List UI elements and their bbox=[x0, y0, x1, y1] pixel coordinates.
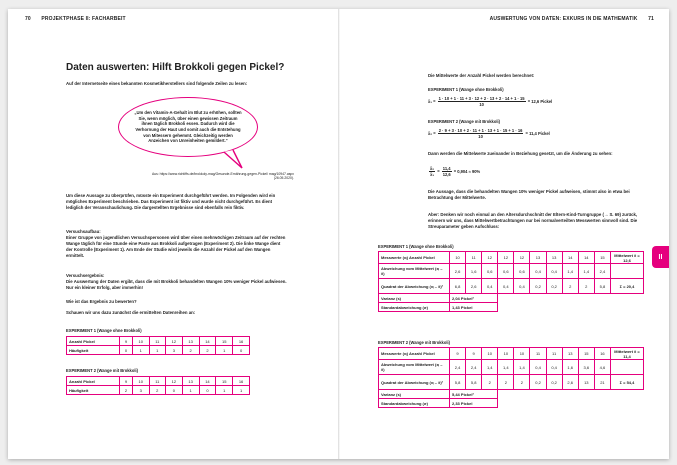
table-cell: 1,4 bbox=[482, 360, 498, 375]
table-cell: 2 bbox=[514, 375, 530, 390]
t2-row-values bbox=[379, 348, 644, 360]
setup-heading: Versuchsaufbau: bbox=[66, 229, 101, 234]
t1-row-variance-label: Varianz (s) bbox=[379, 294, 450, 303]
table-cell: 15 bbox=[594, 252, 610, 264]
exp1-row-frequency-label: Häufigkeit bbox=[67, 346, 120, 355]
claim-text: Die Aussage, dass die behandelten Wangen 10% weniger Pickel aufweisen, stimmt also in etwa bei Betrachtung der Mittelwerte. bbox=[428, 189, 630, 200]
mean-exp1-fraction bbox=[438, 96, 526, 108]
table-cell: 10 bbox=[482, 348, 498, 360]
table-cell: 9 bbox=[466, 348, 482, 360]
table-cell: 9 bbox=[120, 337, 133, 346]
dispersion-intro: Aber: Denken wir noch einmal an den Altersdurchschnitt der Eltern-Kind-Turngruppe (→ S. 69) zurück, erinnern wir uns, dass Mittelwertbetrachtungen nur bei normalverteilten Messwerten sinnvoll sind. Die Streuparameter geben Aufschluss: bbox=[428, 212, 638, 229]
table-cell: 0,2 bbox=[530, 375, 546, 390]
ratio-lhs-fraction bbox=[429, 166, 435, 178]
table-cell: 12 bbox=[165, 377, 182, 386]
table-cell: 14 bbox=[562, 252, 578, 264]
t2-row-deviation-label: Abweichung vom Mittelwert (xᵢ – x̄) bbox=[379, 360, 450, 375]
table-cell: 13 bbox=[182, 337, 199, 346]
table-cell: 12 bbox=[482, 252, 498, 264]
table-cell: 5,8 bbox=[466, 375, 482, 390]
mean-intro: Die Mittelwerte der Anzahl Pickel werden berechnet: bbox=[428, 73, 535, 78]
table-cell: 1 bbox=[233, 386, 250, 395]
t2-mean-cell: Mittelwert x̄ = 11,4 bbox=[611, 348, 644, 360]
table-cell: 2,4 bbox=[594, 264, 610, 279]
table-cell: 1 bbox=[216, 346, 233, 355]
t2-variance-value: 5,44 Pickel² bbox=[450, 390, 498, 399]
right-page bbox=[340, 9, 669, 459]
table-cell: 1 bbox=[182, 386, 199, 395]
t2-row-stddev-label: Standardabweichung (σ) bbox=[379, 399, 450, 408]
table-cell: 1 bbox=[132, 346, 149, 355]
table-cell: 16 bbox=[594, 348, 610, 360]
table-cell bbox=[611, 264, 644, 279]
t2-row-variance bbox=[379, 390, 644, 399]
table-cell: 15 bbox=[216, 377, 233, 386]
t1-row-variance bbox=[379, 294, 644, 303]
mean-exp2-numerator: 2 · 9 + 3 · 10 + 2 · 11 + 1 · 13 + 1 · 15 + 1 · 16 bbox=[438, 128, 523, 133]
table-cell: 10 bbox=[498, 348, 514, 360]
table-cell: 12 bbox=[498, 252, 514, 264]
t2-sum-cell: Σ = 54,4 bbox=[611, 375, 644, 390]
dispersion-table-1 bbox=[378, 251, 644, 312]
mean-exp1-symbol: x̄₁ = bbox=[428, 98, 436, 104]
mean-exp2-symbol: x̄₂ = bbox=[428, 130, 436, 136]
exp2-frequency-table bbox=[66, 376, 250, 395]
table-cell: 2,4 bbox=[466, 360, 482, 375]
t1-row-squared-label: Quadrat der Abweichung (xᵢ – x̄)² bbox=[379, 279, 450, 294]
t1-row-stddev-label: Standardabweichung (σ) bbox=[379, 303, 450, 312]
exp1-row-count bbox=[67, 337, 250, 346]
t1-row-stddev bbox=[379, 303, 644, 312]
table-cell: 0 bbox=[120, 346, 133, 355]
t1-row-values-label: Messwerte (xᵢ) Anzahl Pickel bbox=[379, 252, 450, 264]
table-cell: 13 bbox=[578, 375, 594, 390]
table-cell: 0,4 bbox=[546, 264, 562, 279]
chapter-side-tab: II bbox=[652, 246, 669, 268]
table-cell: 12 bbox=[514, 252, 530, 264]
table-cell: 2 bbox=[199, 346, 216, 355]
ratio-result: = 0,904 ≈ 90% bbox=[453, 168, 481, 174]
table-cell: 0 bbox=[199, 386, 216, 395]
left-page-number: 70 bbox=[25, 16, 31, 22]
table-cell: 14 bbox=[578, 252, 594, 264]
table-cell: 9 bbox=[450, 348, 466, 360]
question-text: Schauen wir uns dazu zunächst die ermittelten Datenreihen an: bbox=[66, 310, 196, 315]
table-blank bbox=[498, 399, 644, 408]
mean-exp2-fraction bbox=[438, 128, 524, 140]
table-cell: 10 bbox=[450, 252, 466, 264]
table-cell: 0,4 bbox=[530, 264, 546, 279]
table-cell: 0 bbox=[165, 386, 182, 395]
table-cell: 2 bbox=[182, 346, 199, 355]
right-running-title: AUSWERTUNG VON DATEN: EXKURS IN DIE MATHEMATIK bbox=[489, 16, 638, 22]
table-cell: 21 bbox=[594, 375, 610, 390]
table-cell: 4,6 bbox=[594, 360, 610, 375]
table-cell: 10 bbox=[132, 337, 149, 346]
table-cell: 3,6 bbox=[578, 360, 594, 375]
table-cell: 0,4 bbox=[546, 360, 562, 375]
table-cell: 0,2 bbox=[530, 279, 546, 294]
exp2-row-count bbox=[67, 377, 250, 386]
dispersion-table-1-title: EXPERIMENT 1 (Wange ohne Brokkoli) bbox=[378, 244, 454, 249]
exp1-frequency-table bbox=[66, 336, 250, 355]
t2-row-squared bbox=[379, 375, 644, 390]
left-page bbox=[8, 9, 338, 459]
table-cell: 0,4 bbox=[514, 279, 530, 294]
mean-exp1-numerator: 1 · 10 + 1 · 11 + 3 · 12 + 2 · 13 + 2 · 14 + 1 · 15 bbox=[438, 96, 525, 101]
table-cell: 2,4 bbox=[450, 360, 466, 375]
experiment-description: Um diese Aussage zu überprüfen, müsste ein Experiment durchgeführt werden. Im Folgenden wird ein mögliches Experiment beschrieben. Das Experiment ist fiktiv und wurde nicht durchgeführt. Es dient lediglich der Veranschaulichung. Die dargestellten Ergebnisse sind ebenfalls rein fiktiv. bbox=[66, 193, 276, 210]
table-cell: 0,6 bbox=[498, 264, 514, 279]
table-cell: 13 bbox=[530, 252, 546, 264]
table-cell: 11 bbox=[149, 337, 165, 346]
ratio-mid-fraction bbox=[442, 166, 452, 178]
mean-exp1-denominator: 10 bbox=[479, 102, 484, 108]
table-cell: 14 bbox=[199, 337, 216, 346]
ratio-lhs-denominator: x̄₁ bbox=[430, 172, 435, 178]
table-cell: 14 bbox=[199, 377, 216, 386]
table-cell: 3 bbox=[165, 346, 182, 355]
table-cell: 1 bbox=[216, 386, 233, 395]
table-cell: 2,6 bbox=[466, 279, 482, 294]
t1-row-deviation-label: Abweichung vom Mittelwert (xᵢ – x̄) bbox=[379, 264, 450, 279]
table-cell: 16 bbox=[233, 337, 250, 346]
t1-row-squared bbox=[379, 279, 644, 294]
t2-row-stddev bbox=[379, 399, 644, 408]
book-spread bbox=[8, 9, 669, 459]
question-heading: Wie ist das Ergebnis zu bewerten? bbox=[66, 299, 137, 304]
table-cell: 5,8 bbox=[594, 279, 610, 294]
table-cell: 11 bbox=[466, 252, 482, 264]
t1-variance-value: 2,04 Pickel² bbox=[450, 294, 498, 303]
setup-text: Einer Gruppe von jugendlichen Versuchspersonen wird über einen mehrwöchigen Zeitraum auf der rechten Wange täglich für eine Stunde eine Paste aus Brokkoli aufgetragen (Experiment 2). Die linke Wange dient der Kontrolle (Experiment 1). Am Ende der Studie wird jeweils die Anzahl der Pickel auf den Wangen ermittelt. bbox=[66, 235, 286, 258]
table-cell: 11 bbox=[546, 348, 562, 360]
table-cell: 0,2 bbox=[546, 375, 562, 390]
table-cell: 0,6 bbox=[482, 264, 498, 279]
ratio-formula: $\frac{\text{x̄₂}}{\text{x̄₁}}$ = $\frac{11,4}{12,6}$ = 0,904 ≈ 90% bbox=[430, 166, 481, 178]
table-cell: 13 bbox=[562, 348, 578, 360]
table-cell: 12 bbox=[165, 337, 182, 346]
table-cell: 0 bbox=[233, 346, 250, 355]
table-blank bbox=[498, 390, 644, 399]
table-cell: 0,4 bbox=[530, 360, 546, 375]
table-cell: 2 bbox=[562, 279, 578, 294]
table-cell: 16 bbox=[233, 377, 250, 386]
mean-exp1-heading: EXPERIMENT 1 (Wange ohne Brokkoli) bbox=[428, 87, 504, 92]
table-cell: 2 bbox=[120, 386, 133, 395]
t2-row-deviation bbox=[379, 360, 644, 375]
table-cell: 13 bbox=[182, 377, 199, 386]
quote-text: „Um den Vitamin-A-Gehalt im Blut zu erhöhen, sollten Sie, wenn möglich, über einen gewissen Zeitraum ihnen täglich Brokkoli essen. Dadurch wird die Verhornung der Haut und somit auch die Entstehung von Mitessern gehemmt. Gleichzeitig werden Anzeichen von Unreinheiten gemildert.“ bbox=[134, 110, 242, 144]
table-cell: 9 bbox=[120, 377, 133, 386]
table-cell: 0,4 bbox=[482, 279, 498, 294]
table-cell: 2 bbox=[498, 375, 514, 390]
dispersion-table-2 bbox=[378, 347, 644, 408]
table-blank bbox=[498, 303, 644, 312]
table-cell: 15 bbox=[578, 348, 594, 360]
ratio-mid-denominator: 12,6 bbox=[442, 172, 451, 178]
table-cell: 2 bbox=[482, 375, 498, 390]
table-cell: 1,6 bbox=[562, 360, 578, 375]
table-cell: 1,4 bbox=[562, 264, 578, 279]
table-cell: 10 bbox=[514, 348, 530, 360]
table-blank bbox=[498, 294, 644, 303]
quote-source: Aus: https://www.richtiffs.de/brokkoly-mag/Gesunde-Ernährung-gegen-Pickel/ mag/10947.aspx (26.05.2020). bbox=[151, 172, 294, 181]
exp1-row-frequency bbox=[67, 346, 250, 355]
table-cell: 1,4 bbox=[514, 360, 530, 375]
table-cell: 1,6 bbox=[466, 264, 482, 279]
table-cell: 0,6 bbox=[514, 264, 530, 279]
exp2-row-frequency-label: Häufigkeit bbox=[67, 386, 120, 395]
dispersion-table-2-title: EXPERIMENT 2 (Wange mit Brokkoli) bbox=[378, 340, 450, 345]
table-cell: 11 bbox=[530, 348, 546, 360]
table-cell: 2,6 bbox=[562, 375, 578, 390]
speech-bubble-tail bbox=[222, 148, 246, 170]
table-cell: 2 bbox=[578, 279, 594, 294]
table-cell: 13 bbox=[546, 252, 562, 264]
t2-stddev-value: 2,33 Pickel bbox=[450, 399, 498, 408]
result-text: Die Auswertung der Daten ergibt, dass die mit Brokkoli behandelten Wangen 10% weniger Pickel aufwiesen. Nur ein kleiner Erfolg, aber immerhin! bbox=[66, 279, 287, 290]
table-cell: 15 bbox=[216, 337, 233, 346]
t1-mean-cell: Mittelwert x̄ = 12,6 bbox=[611, 252, 644, 264]
t1-row-values bbox=[379, 252, 644, 264]
table-cell: 2 bbox=[149, 386, 165, 395]
table-cell: 1 bbox=[149, 346, 165, 355]
t1-sum-cell: Σ = 20,4 bbox=[611, 279, 644, 294]
ratio-intro: Dann werden die Mittelwerte zueinander in Beziehung gesetzt, um die Änderung zu sehen: bbox=[428, 151, 613, 156]
table-cell: 3 bbox=[132, 386, 149, 395]
result-heading: Versuchsergebnis: bbox=[66, 273, 105, 278]
right-page-number: 71 bbox=[648, 16, 654, 22]
t2-row-variance-label: Varianz (s) bbox=[379, 390, 450, 399]
table-cell: 5,8 bbox=[450, 375, 466, 390]
ratio-lhs-numerator: x̄₂ bbox=[430, 166, 435, 171]
mean-exp2-result: = 11,4 Pickel bbox=[525, 130, 550, 136]
table-cell: 1,4 bbox=[498, 360, 514, 375]
table-cell: 6,8 bbox=[450, 279, 466, 294]
table-cell: 1,4 bbox=[578, 264, 594, 279]
t2-row-values-label: Messwerte (xᵢ) Anzahl Pickel bbox=[379, 348, 450, 360]
left-running-title: PROJEKTPHASE II: FACHARBEIT bbox=[41, 16, 126, 22]
table-cell: 10 bbox=[132, 377, 149, 386]
mean-exp1-formula bbox=[428, 96, 552, 108]
table-cell: 0,2 bbox=[546, 279, 562, 294]
ratio-mid-numerator: 11,4 bbox=[442, 166, 451, 171]
table-cell: 2,6 bbox=[450, 264, 466, 279]
exp2-row-frequency bbox=[67, 386, 250, 395]
table-cell: 11 bbox=[149, 377, 165, 386]
intro-text: Auf der Internetseite eines bekannten Kosmetikherstellers sind folgende Zeilen zu lesen: bbox=[66, 81, 248, 86]
mean-exp2-heading: EXPERIMENT 2 (Wange mit Brokkoli) bbox=[428, 119, 500, 124]
t1-stddev-value: 1,43 Pickel bbox=[450, 303, 498, 312]
exp2-row-count-label: Anzahl Pickel bbox=[67, 377, 120, 386]
table-cell bbox=[611, 360, 644, 375]
exp1-table-title: EXPERIMENT 1 (Wange ohne Brokkoli) bbox=[66, 328, 142, 333]
page-title: Daten auswerten: Hilft Brokkoli gegen Pickel? bbox=[66, 62, 285, 73]
t1-row-deviation bbox=[379, 264, 644, 279]
mean-exp2-formula bbox=[428, 128, 550, 140]
table-cell: 0,4 bbox=[498, 279, 514, 294]
exp1-row-count-label: Anzahl Pickel bbox=[67, 337, 120, 346]
mean-exp2-denominator: 10 bbox=[478, 134, 483, 140]
mean-exp1-result: = 12,6 Pickel bbox=[527, 98, 553, 104]
exp2-table-title: EXPERIMENT 2 (Wange mit Brokkoli) bbox=[66, 368, 138, 373]
t2-row-squared-label: Quadrat der Abweichung (xᵢ – x̄)² bbox=[379, 375, 450, 390]
